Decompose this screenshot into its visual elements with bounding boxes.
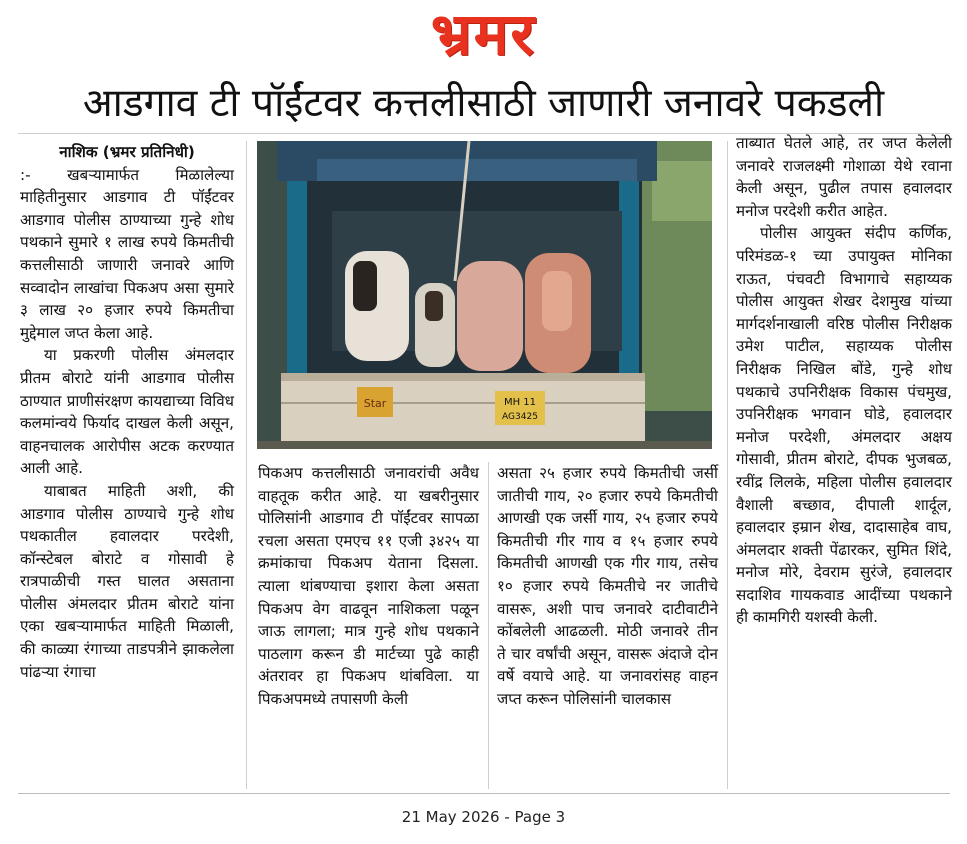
column-divider xyxy=(488,462,489,789)
article-column-1 xyxy=(20,141,234,683)
cattle-4 xyxy=(525,253,591,373)
article-column-4 xyxy=(736,132,952,629)
article-paragraph: या प्रकरणी पोलीस अंमलदार प्रीतम बोराटे यांनी आडगाव पोलीस ठाण्यात प्राणीसंरक्षण कायद्याच्या विविध कलमांन्वये फिर्याद दाखल केली असून, वाहनचालक आरोपीस अटक करण्यात आली आहे. xyxy=(20,346,234,478)
license-plate-line-2: AG3425 xyxy=(502,412,538,422)
footer-divider xyxy=(18,793,950,794)
column-divider xyxy=(727,141,728,789)
license-plate-line-1: MH 11 xyxy=(503,397,537,408)
page-footer: 21 May 2026 - Page 3 xyxy=(401,808,566,826)
article-paragraph: असता २५ हजार रुपये किमतीची जर्सी जातीची गाय, २० हजार रुपये किमतीची आणखी एक जर्सी गाय, २५ हजार रुपये किमतीची गीर गाय व १५ हजार रुपये किमतीची आणखी एक गीर गाय, तसेच १० हजार रुपये किमतीचे नर जातीचे वासरू, अशी पाच जनावरे दाटीवाटीने कोंबलेली आढळली. मोठी जनावरे तीन ते चार वर्षांची असून, वासरू अंदाजे दोन वर्षे वयाचे आहे. या जनावरांसह वाहन जप्त करून पोलिसांनी चालकास xyxy=(497,464,718,708)
truck-with-cattle-image xyxy=(257,141,712,449)
masthead xyxy=(0,2,967,68)
article-dateline: नाशिक (भ्रमर प्रतिनिधी) xyxy=(59,143,195,161)
article-headline: आडगाव टी पॉईंटवर कत्तलीसाठी जाणारी जनावरे पकडली xyxy=(82,81,885,126)
article-column-2 xyxy=(258,462,479,711)
masthead-logo: भ्रमर xyxy=(430,0,537,68)
cattle-2 xyxy=(415,283,455,367)
article-photo xyxy=(257,141,712,449)
article-paragraph: ताब्यात घेतले आहे, तर जप्त केलेली जनावरे राजलक्ष्मी गोशाळा येथे रवाना केली असून, पुढील तपास हवालदार मनोज परदेशी करीत आहेत. xyxy=(736,134,952,220)
article-paragraph: :- खबऱ्यामार्फत मिळालेल्या माहितीनुसार आडगाव टी पॉईंटवर आडगाव पोलीस ठाण्याच्या गुन्हे शोध पथकाने सुमारे १ लाख रुपये किमतीची कत्तलीसाठी जाणारी जनावरे आणि सव्वादोन लाखांचा पिकअप असा सुमारे ३ लाख २० हजार रुपये किमतीचा मुद्देमाल जप्त केला आहे. xyxy=(20,165,234,342)
truck-logo-text: Star xyxy=(363,397,387,410)
article-paragraph: याबाबत माहिती अशी, की आडगाव पोलीस ठाण्याचे गुन्हे शोध पथकातील हवालदार परदेशी, कॉन्स्टेबल बोराटे व गोसावी हे रात्रपाळीची गस्त घालत असताना पोलीस अंमलदार प्रीतम बोराटे यांना एका खबऱ्यामार्फत माहिती मिळाली, की काळ्या रंगाच्या ताडपत्रीने झाकलेला पांढऱ्या रंगाचा xyxy=(20,481,234,681)
cattle-3 xyxy=(457,261,523,371)
column-divider xyxy=(246,141,247,789)
article-paragraph: पोलीस आयुक्त संदीप कर्णिक, परिमंडळ-१ च्या उपायुक्त मोनिका राऊत, पंचवटी विभागाचे सहाय्यक पोलीस आयुक्त शेखर देशमुख यांच्या मार्गदर्शनाखाली वरिष्ठ पोलीस निरीक्षक उमेश पाटील, सहाय्यक पोलीस निरीक्षक निखिल बोंडे, गुन्हे शोध पथकाचे उपनिरीक्षक विकास पंचमुख, उपनिरीक्षक भगवान घोडे, हवालदार मनोज परदेशी, अंमलदार अक्षय गोसावी, प्रीतम बोराटे, दीपक भुजबळ, रवींद्र लिलके, महिला पोलीस हवालदार वैशाली बच्छाव, दीपाली शार्दूल, हवालदार इम्रान शेख, दादासाहेब वाघ, अंमलदार शक्ती पेंढारकर, सुमित शिंदे, मनोज मोरे, देवराम सुरंजे, हवालदार सदाशिव गायकवाड आदींच्या पथकाने ही कामगिरी यशस्वी केली. xyxy=(736,224,952,627)
cattle-1 xyxy=(345,251,409,361)
article-column-3 xyxy=(497,462,718,711)
article-paragraph: पिकअप कत्तलीसाठी जनावरांची अवैध वाहतूक करीत आहे. या खबरीनुसार पोलिसांनी आडगाव टी पॉईंटवर सापळा रचला असता एमएच ११ एजी ३४२५ या क्रमांकाचा पिकअप येताना दिसला. त्याला थांबण्याचा इशारा केला असता पिकअप वेग वाढवून नाशिकला पळून जाऊ लागला; मात्र गुन्हे शोध पथकाने पाठलाग करून डी मार्टच्या पुढे काही अंतरावर हा पिकअप थांबविला. या पिकअपमध्ये तपासणी केली xyxy=(258,464,479,708)
